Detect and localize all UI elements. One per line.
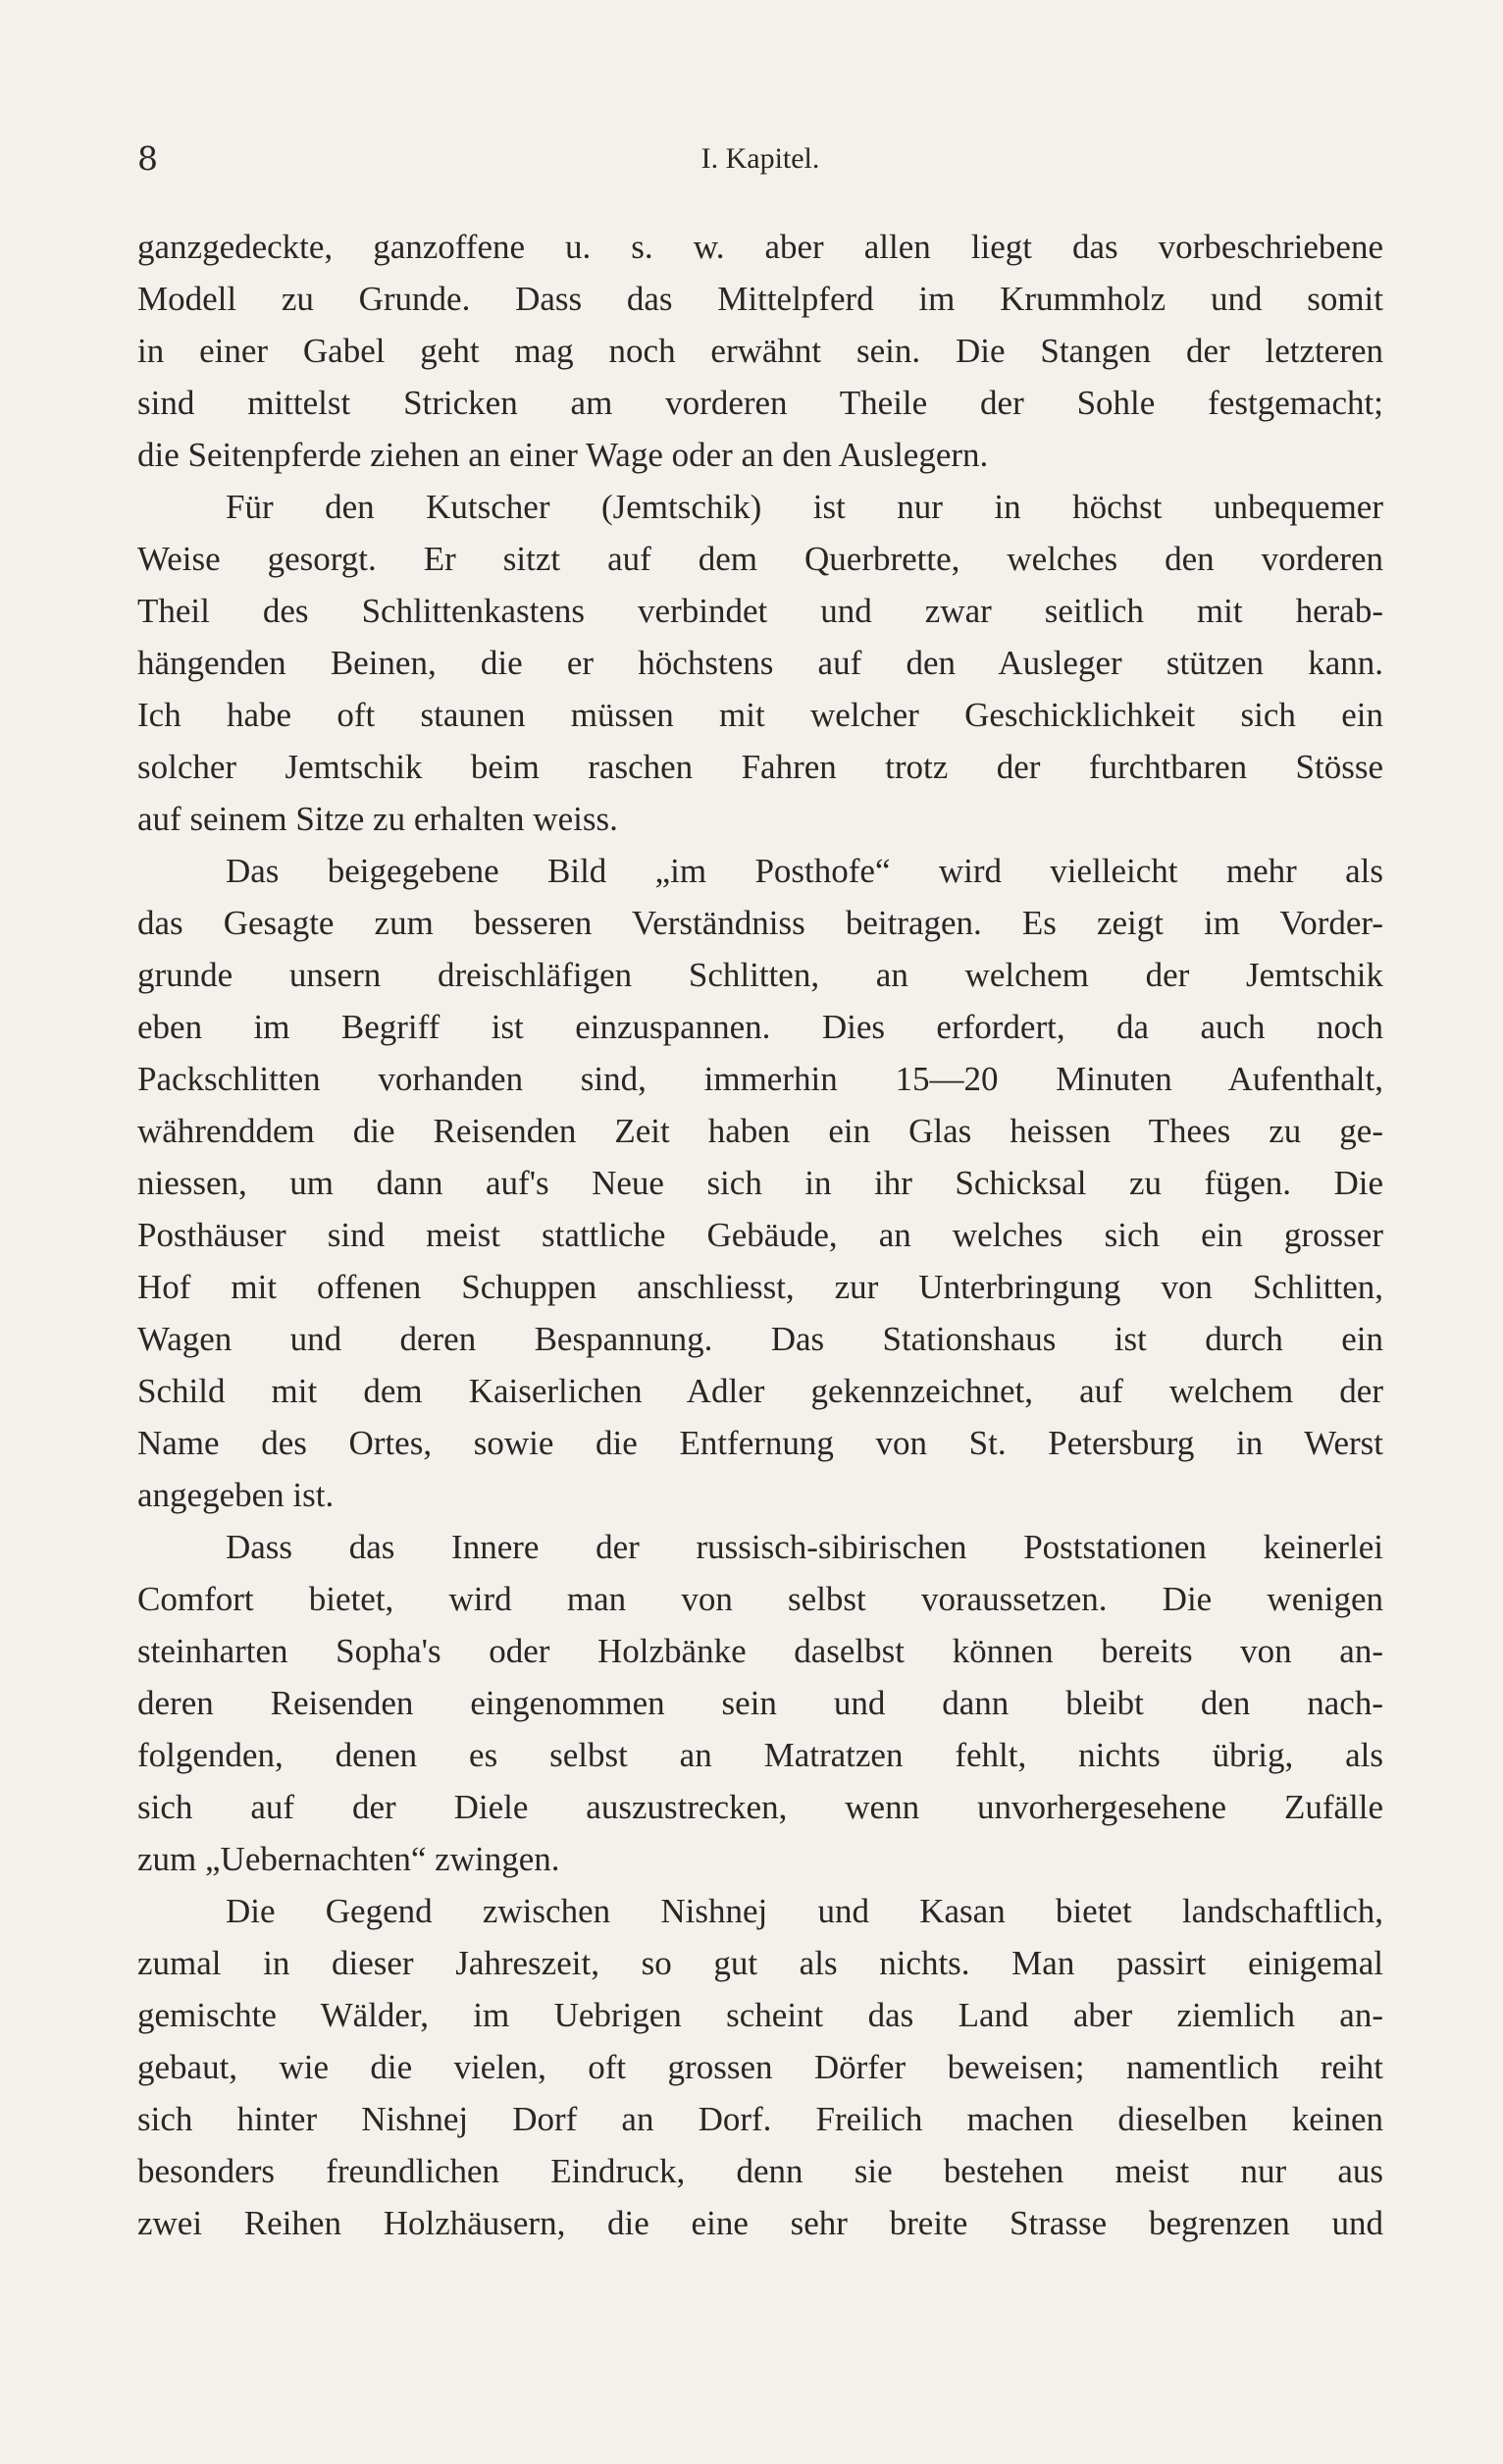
text-line: Ich habe oft staunen müssen mit welcher Geschicklichkeit sich ein bbox=[137, 696, 1383, 734]
text-line: Comfort bietet, wird man von selbst voraussetzen. Die wenigen bbox=[137, 1580, 1383, 1618]
text-line: hängenden Beinen, die er höchstens auf den Ausleger stützen kann. bbox=[137, 644, 1383, 682]
text-line: Weise gesorgt. Er sitzt auf dem Querbrette, welches den vorderen bbox=[137, 540, 1383, 578]
text-line: sind mittelst Stricken am vorderen Theile der Sohle festgemacht; bbox=[137, 384, 1383, 422]
text-line: Wagen und deren Bespannung. Das Stationshaus ist durch ein bbox=[137, 1320, 1383, 1358]
text-line: Die Gegend zwischen Nishnej und Kasan bietet landschaftlich, bbox=[226, 1892, 1383, 1930]
text-line: währenddem die Reisenden Zeit haben ein Glas heissen Thees zu ge- bbox=[137, 1112, 1383, 1150]
text-line: Posthäuser sind meist stattliche Gebäude, an welches sich ein grosser bbox=[137, 1216, 1383, 1254]
page-number: 8 bbox=[137, 139, 158, 178]
text-line: Dass das Innere der russisch-sibirischen Poststationen keinerlei bbox=[226, 1528, 1383, 1566]
body-text bbox=[137, 221, 1383, 2249]
text-line: Theil des Schlittenkastens verbindet und zwar seitlich mit herab- bbox=[137, 592, 1383, 630]
text-line: zum „Uebernachten“ zwingen. bbox=[137, 1840, 560, 1878]
text-line: die Seitenpferde ziehen an einer Wage oder an den Auslegern. bbox=[137, 436, 989, 474]
text-line: Name des Ortes, sowie die Entfernung von St. Petersburg in Werst bbox=[137, 1424, 1383, 1462]
text-line: deren Reisenden eingenommen sein und dann bleibt den nach- bbox=[137, 1684, 1383, 1722]
text-line: steinharten Sopha's oder Holzbänke daselbst können bereits von an- bbox=[137, 1632, 1383, 1670]
text-line: angegeben ist. bbox=[137, 1476, 335, 1514]
text-line: das Gesagte zum besseren Verständniss beitragen. Es zeigt im Vorder- bbox=[137, 904, 1383, 942]
text-line: auf seinem Sitze zu erhalten weiss. bbox=[137, 800, 618, 838]
text-line: ganzgedeckte, ganzoffene u. s. w. aber allen liegt das vorbeschriebene bbox=[137, 228, 1383, 266]
page-header bbox=[137, 135, 1383, 183]
text-line: sich hinter Nishnej Dorf an Dorf. Freilich machen dieselben keinen bbox=[137, 2100, 1383, 2138]
text-line: Packschlitten vorhanden sind, immerhin 15—20 Minuten Aufenthalt, bbox=[137, 1060, 1383, 1098]
text-line: solcher Jemtschik beim raschen Fahren trotz der furchtbaren Stösse bbox=[137, 748, 1383, 786]
text-line: gemischte Wälder, im Uebrigen scheint das Land aber ziemlich an- bbox=[137, 1996, 1383, 2034]
running-head: I. Kapitel. bbox=[700, 142, 820, 175]
text-line: in einer Gabel geht mag noch erwähnt sein. Die Stangen der letzteren bbox=[137, 332, 1383, 370]
text-line: Schild mit dem Kaiserlichen Adler gekennzeichnet, auf welchem der bbox=[137, 1372, 1383, 1410]
text-line: sich auf der Diele auszustrecken, wenn unvorhergesehene Zufälle bbox=[137, 1788, 1383, 1826]
text-line: Modell zu Grunde. Dass das Mittelpferd im Krummholz und somit bbox=[137, 280, 1383, 318]
text-line: folgenden, denen es selbst an Matratzen fehlt, nichts übrig, als bbox=[137, 1736, 1383, 1774]
text-line: grunde unsern dreischläfigen Schlitten, an welchem der Jemtschik bbox=[137, 956, 1383, 994]
text-line: zumal in dieser Jahreszeit, so gut als nichts. Man passirt einigemal bbox=[137, 1944, 1383, 1982]
text-line: Das beigegebene Bild „im Posthofe“ wird vielleicht mehr als bbox=[226, 852, 1383, 890]
text-line: eben im Begriff ist einzuspannen. Dies erfordert, da auch noch bbox=[137, 1008, 1383, 1046]
text-line: besonders freundlichen Eindruck, denn sie bestehen meist nur aus bbox=[137, 2152, 1383, 2190]
text-line: Hof mit offenen Schuppen anschliesst, zur Unterbringung von Schlitten, bbox=[137, 1268, 1383, 1306]
text-line: Für den Kutscher (Jemtschik) ist nur in höchst unbequemer bbox=[226, 488, 1383, 526]
text-line: niessen, um dann auf's Neue sich in ihr Schicksal zu fügen. Die bbox=[137, 1164, 1383, 1202]
text-line: gebaut, wie die vielen, oft grossen Dörfer beweisen; namentlich reiht bbox=[137, 2048, 1383, 2086]
text-line: zwei Reihen Holzhäusern, die eine sehr breite Strasse begrenzen und bbox=[137, 2204, 1383, 2242]
